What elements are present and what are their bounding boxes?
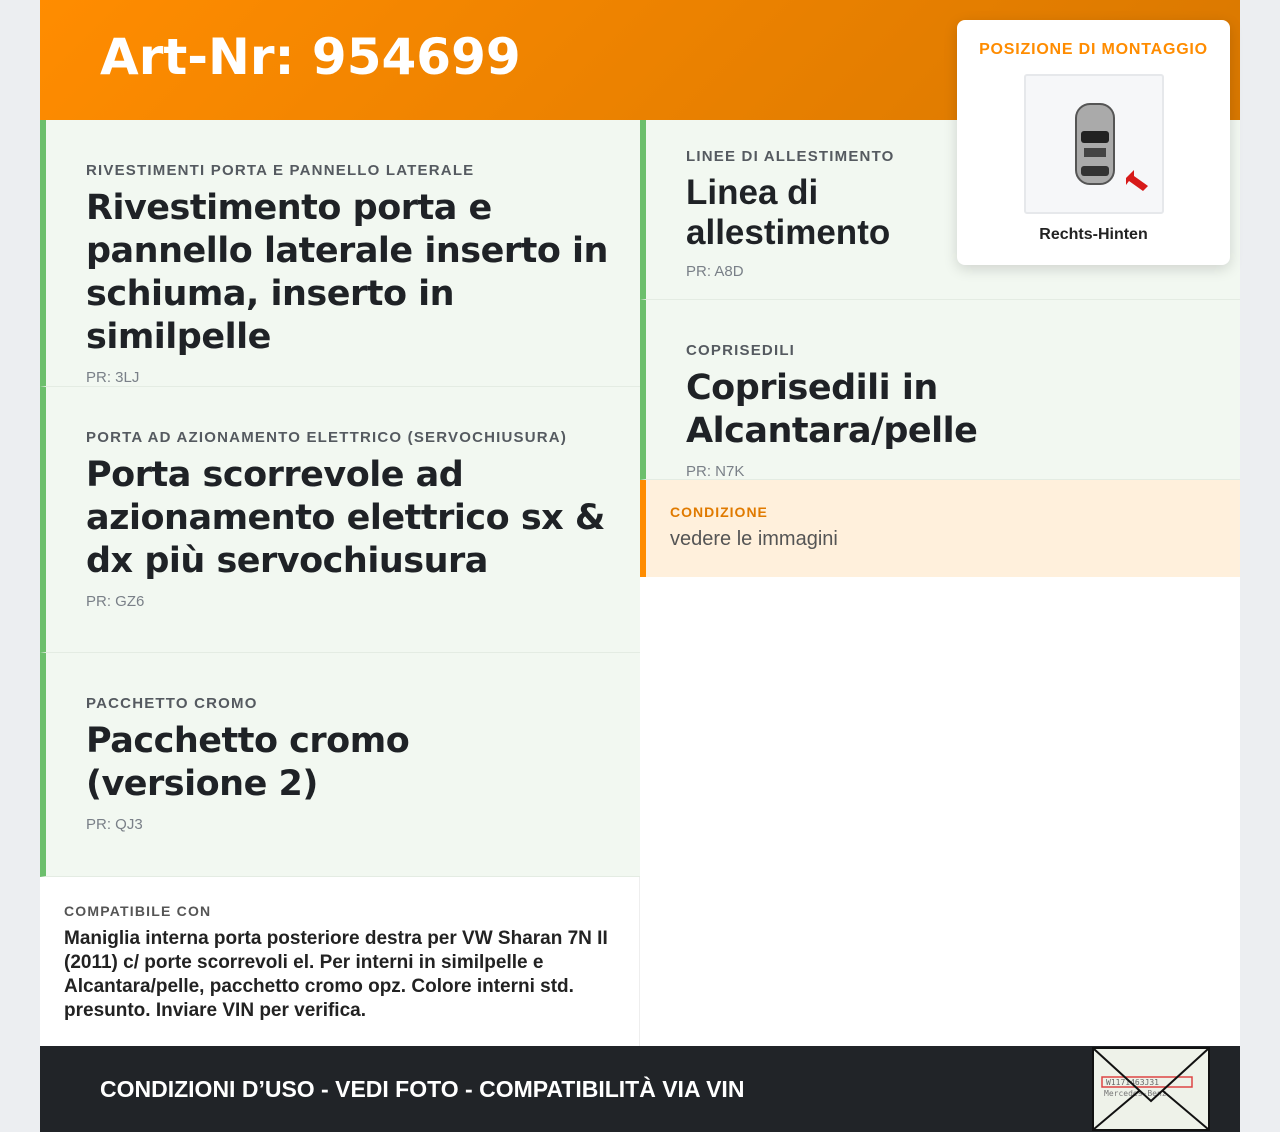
compatibility-section <box>40 877 640 1046</box>
vin-envelope-icon <box>1092 1047 1210 1131</box>
mount-position-title: POSIZIONE DI MONTAGGIO <box>979 41 1208 58</box>
feature-category: RIVESTIMENTI PORTA E PANNELLO LATERALE <box>86 162 475 179</box>
feature-pr-code: PR: GZ6 <box>86 593 145 610</box>
car-top-view-icon <box>1026 76 1162 212</box>
feature-pr-code: PR: A8D <box>686 263 744 280</box>
svg-text:Mercedes-Benz: Mercedes-Benz <box>1104 1089 1167 1098</box>
compatibility-text: Maniglia interna porta posteriore destra per VW Sharan 7N II (2011) c/ porte scorrevoli el. Per interni in similpelle e Alcantara/pelle, pacchetto cromo opz. Colore interni std. presunto. Inviare VIN per verifica. <box>64 928 608 1021</box>
feature-name: Coprisedili in Alcantara/pelle <box>686 368 978 451</box>
feature-name: Porta scorrevole ad azionamento elettrico sx & dx più servochiusura <box>86 455 605 581</box>
page <box>40 0 1240 1132</box>
feature-pr-code: PR: N7K <box>686 463 745 480</box>
condition-label: CONDIZIONE <box>670 504 768 520</box>
feature-category: COPRISEDILI <box>686 342 796 359</box>
mount-position-label: Rechts-Hinten <box>1039 226 1148 243</box>
footer-text: CONDIZIONI D’USO - VEDI FOTO - COMPATIBILITÀ VIA VIN <box>100 1076 745 1102</box>
feature-card <box>640 300 1240 480</box>
feature-category: PORTA AD AZIONAMENTO ELETTRICO (SERVOCHIUSURA) <box>86 429 568 446</box>
feature-category: LINEE DI ALLESTIMENTO <box>686 148 895 165</box>
footer <box>40 1046 1240 1132</box>
svg-text:W1171463J31: W1171463J31 <box>1106 1078 1159 1087</box>
condition-value: vedere le immagini <box>670 528 838 550</box>
mount-position-popup <box>957 20 1230 265</box>
article-number: Art-Nr: 954699 <box>100 28 521 86</box>
condition-box <box>640 480 1240 577</box>
feature-pr-code: PR: 3LJ <box>86 369 140 386</box>
feature-card <box>40 653 640 877</box>
feature-category: PACCHETTO CROMO <box>86 695 258 712</box>
car-position-image <box>1024 74 1164 214</box>
feature-card <box>40 120 640 387</box>
feature-name: Linea di allestimento <box>686 173 891 252</box>
feature-name: Pacchetto cromo (versione 2) <box>86 721 410 804</box>
feature-name: Rivestimento porta e pannello laterale inserto in schiuma, inserto in similpelle <box>86 188 608 357</box>
feature-card <box>40 387 640 653</box>
feature-pr-code: PR: QJ3 <box>86 816 143 833</box>
compatibility-label: COMPATIBILE CON <box>64 903 212 919</box>
